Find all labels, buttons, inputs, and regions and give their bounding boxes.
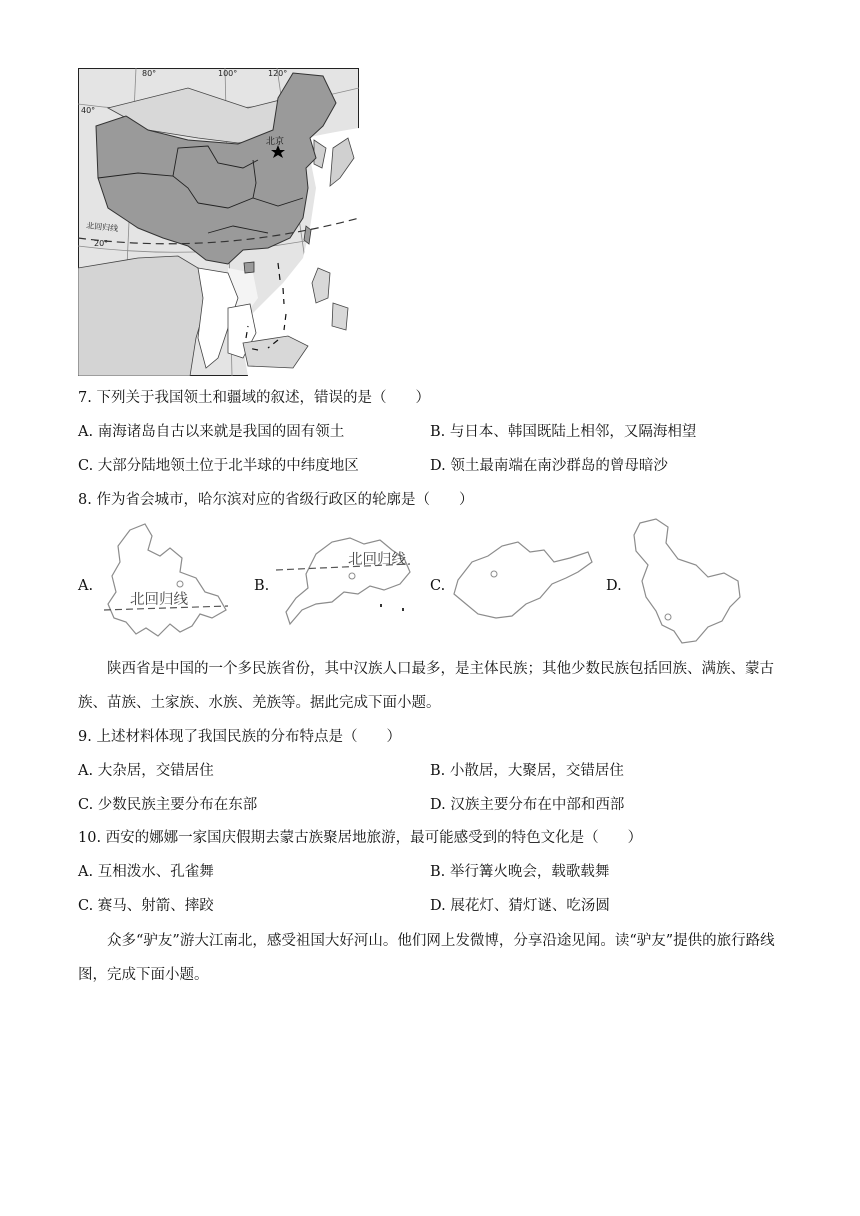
q10-option-b[interactable] (430, 862, 609, 882)
q7-option-d[interactable] (430, 456, 668, 476)
q9-option-c[interactable] (78, 795, 257, 815)
option-key: C. (78, 458, 94, 474)
option-key: B. (430, 864, 446, 880)
option-text: 与日本、韩国既陆上相邻，又隔海相望 (449, 424, 697, 440)
q8-option-d-key[interactable]: D. (606, 578, 622, 594)
option-key: C. (78, 898, 94, 914)
guangdong-outline-svg (272, 532, 422, 632)
q7-option-b[interactable] (430, 422, 696, 442)
q8-option-a-outline[interactable] (100, 522, 230, 647)
option-text: 展花灯、猜灯谜、吃汤圆 (450, 898, 610, 914)
lon-label-120: 120° (268, 69, 288, 78)
option-text: 赛马、射箭、摔跤 (97, 898, 214, 914)
q10-option-d[interactable] (430, 896, 610, 916)
shandong-outline-svg (448, 532, 598, 632)
option-key: A. (78, 424, 94, 440)
heilongjiang-outline-svg (626, 517, 744, 647)
option-text: 举行篝火晚会，载歌载舞 (449, 864, 610, 880)
question-text: 上述材料体现了我国民族的分布特点是（ ） (96, 729, 401, 745)
question-number: 10. (78, 830, 102, 846)
q8-option-d-outline[interactable] (626, 517, 744, 647)
lat-label-40: 40° (81, 106, 96, 115)
question-text: 下列关于我国领土和疆域的叙述，错误的是（ ） (96, 390, 430, 406)
option-text: 少数民族主要分布在东部 (97, 797, 258, 813)
q10-option-a[interactable] (78, 862, 214, 882)
lon-label-80: 80° (142, 69, 157, 78)
q10-option-c[interactable] (78, 896, 214, 916)
q8-option-b-outline[interactable] (272, 532, 422, 632)
q9-option-d[interactable] (430, 795, 624, 815)
question-7-stem (78, 388, 430, 408)
tropic-label: 北回归线 (85, 221, 119, 234)
option-text: 汉族主要分布在中部和西部 (450, 797, 625, 813)
option-text: 小散居，大聚居，交错居住 (449, 763, 624, 779)
lon-label-100: 100° (218, 69, 238, 78)
question-9-stem (78, 727, 401, 747)
option-key: B. (430, 424, 446, 440)
travel-passage: 众多“驴友”游大江南北，感受祖国大好河山。他们网上发微博，分享沿途见闻。读“驴友”提供的旅行路线图，完成下面小题。 (78, 933, 775, 983)
option-key: A. (78, 763, 94, 779)
lat-label-20: 20° (94, 239, 109, 248)
option-text: 领土最南端在南沙群岛的曾母暗沙 (450, 458, 668, 474)
option-key: A. (78, 864, 94, 880)
question-text: 西安的娜娜一家国庆假期去蒙古族聚居地旅游，最可能感受到的特色文化是（ ） (105, 830, 643, 846)
beijing-label: 北京 (266, 137, 285, 147)
q8-option-c-outline[interactable] (448, 532, 598, 632)
q9-option-b[interactable] (430, 761, 624, 781)
q8-option-a-key[interactable]: A. (78, 578, 94, 594)
yunnan-outline-svg (100, 522, 230, 647)
option-key: D. (430, 797, 446, 813)
q9-option-a[interactable] (78, 761, 214, 781)
question-number: 8. (78, 492, 92, 508)
question-number: 7. (78, 390, 92, 406)
q8-option-c-key[interactable]: C. (430, 578, 446, 594)
option-key: D. (430, 458, 446, 474)
question-10-stem (78, 828, 642, 848)
china-map-figure (78, 68, 359, 376)
option-text: 互相泼水、孔雀舞 (97, 864, 214, 880)
shaanxi-passage: 陕西省是中国的一个多民族省份，其中汉族人口最多，是主体民族；其他少数民族包括回族、满族、蒙古族、苗族、土家族、水族、羌族等。据此完成下面小题。 (78, 661, 774, 711)
question-8-stem (78, 490, 473, 510)
option-key: B. (430, 763, 446, 779)
tropic-label: 北回归线 (348, 552, 406, 568)
question-number: 9. (78, 729, 92, 745)
option-text: 大部分陆地领土位于北半球的中纬度地区 (97, 458, 359, 474)
option-text: 大杂居，交错居住 (97, 763, 214, 779)
china-map-svg (78, 68, 359, 376)
option-key: C. (78, 797, 94, 813)
q7-option-a[interactable] (78, 422, 344, 442)
tropic-label: 北回归线 (130, 592, 188, 608)
q7-option-c[interactable] (78, 456, 359, 476)
q8-option-b-key[interactable]: B. (254, 578, 270, 594)
option-key: D. (430, 898, 446, 914)
option-text: 南海诸岛自古以来就是我国的固有领土 (97, 424, 345, 440)
question-text: 作为省会城市，哈尔滨对应的省级行政区的轮廓是（ ） (96, 492, 474, 508)
